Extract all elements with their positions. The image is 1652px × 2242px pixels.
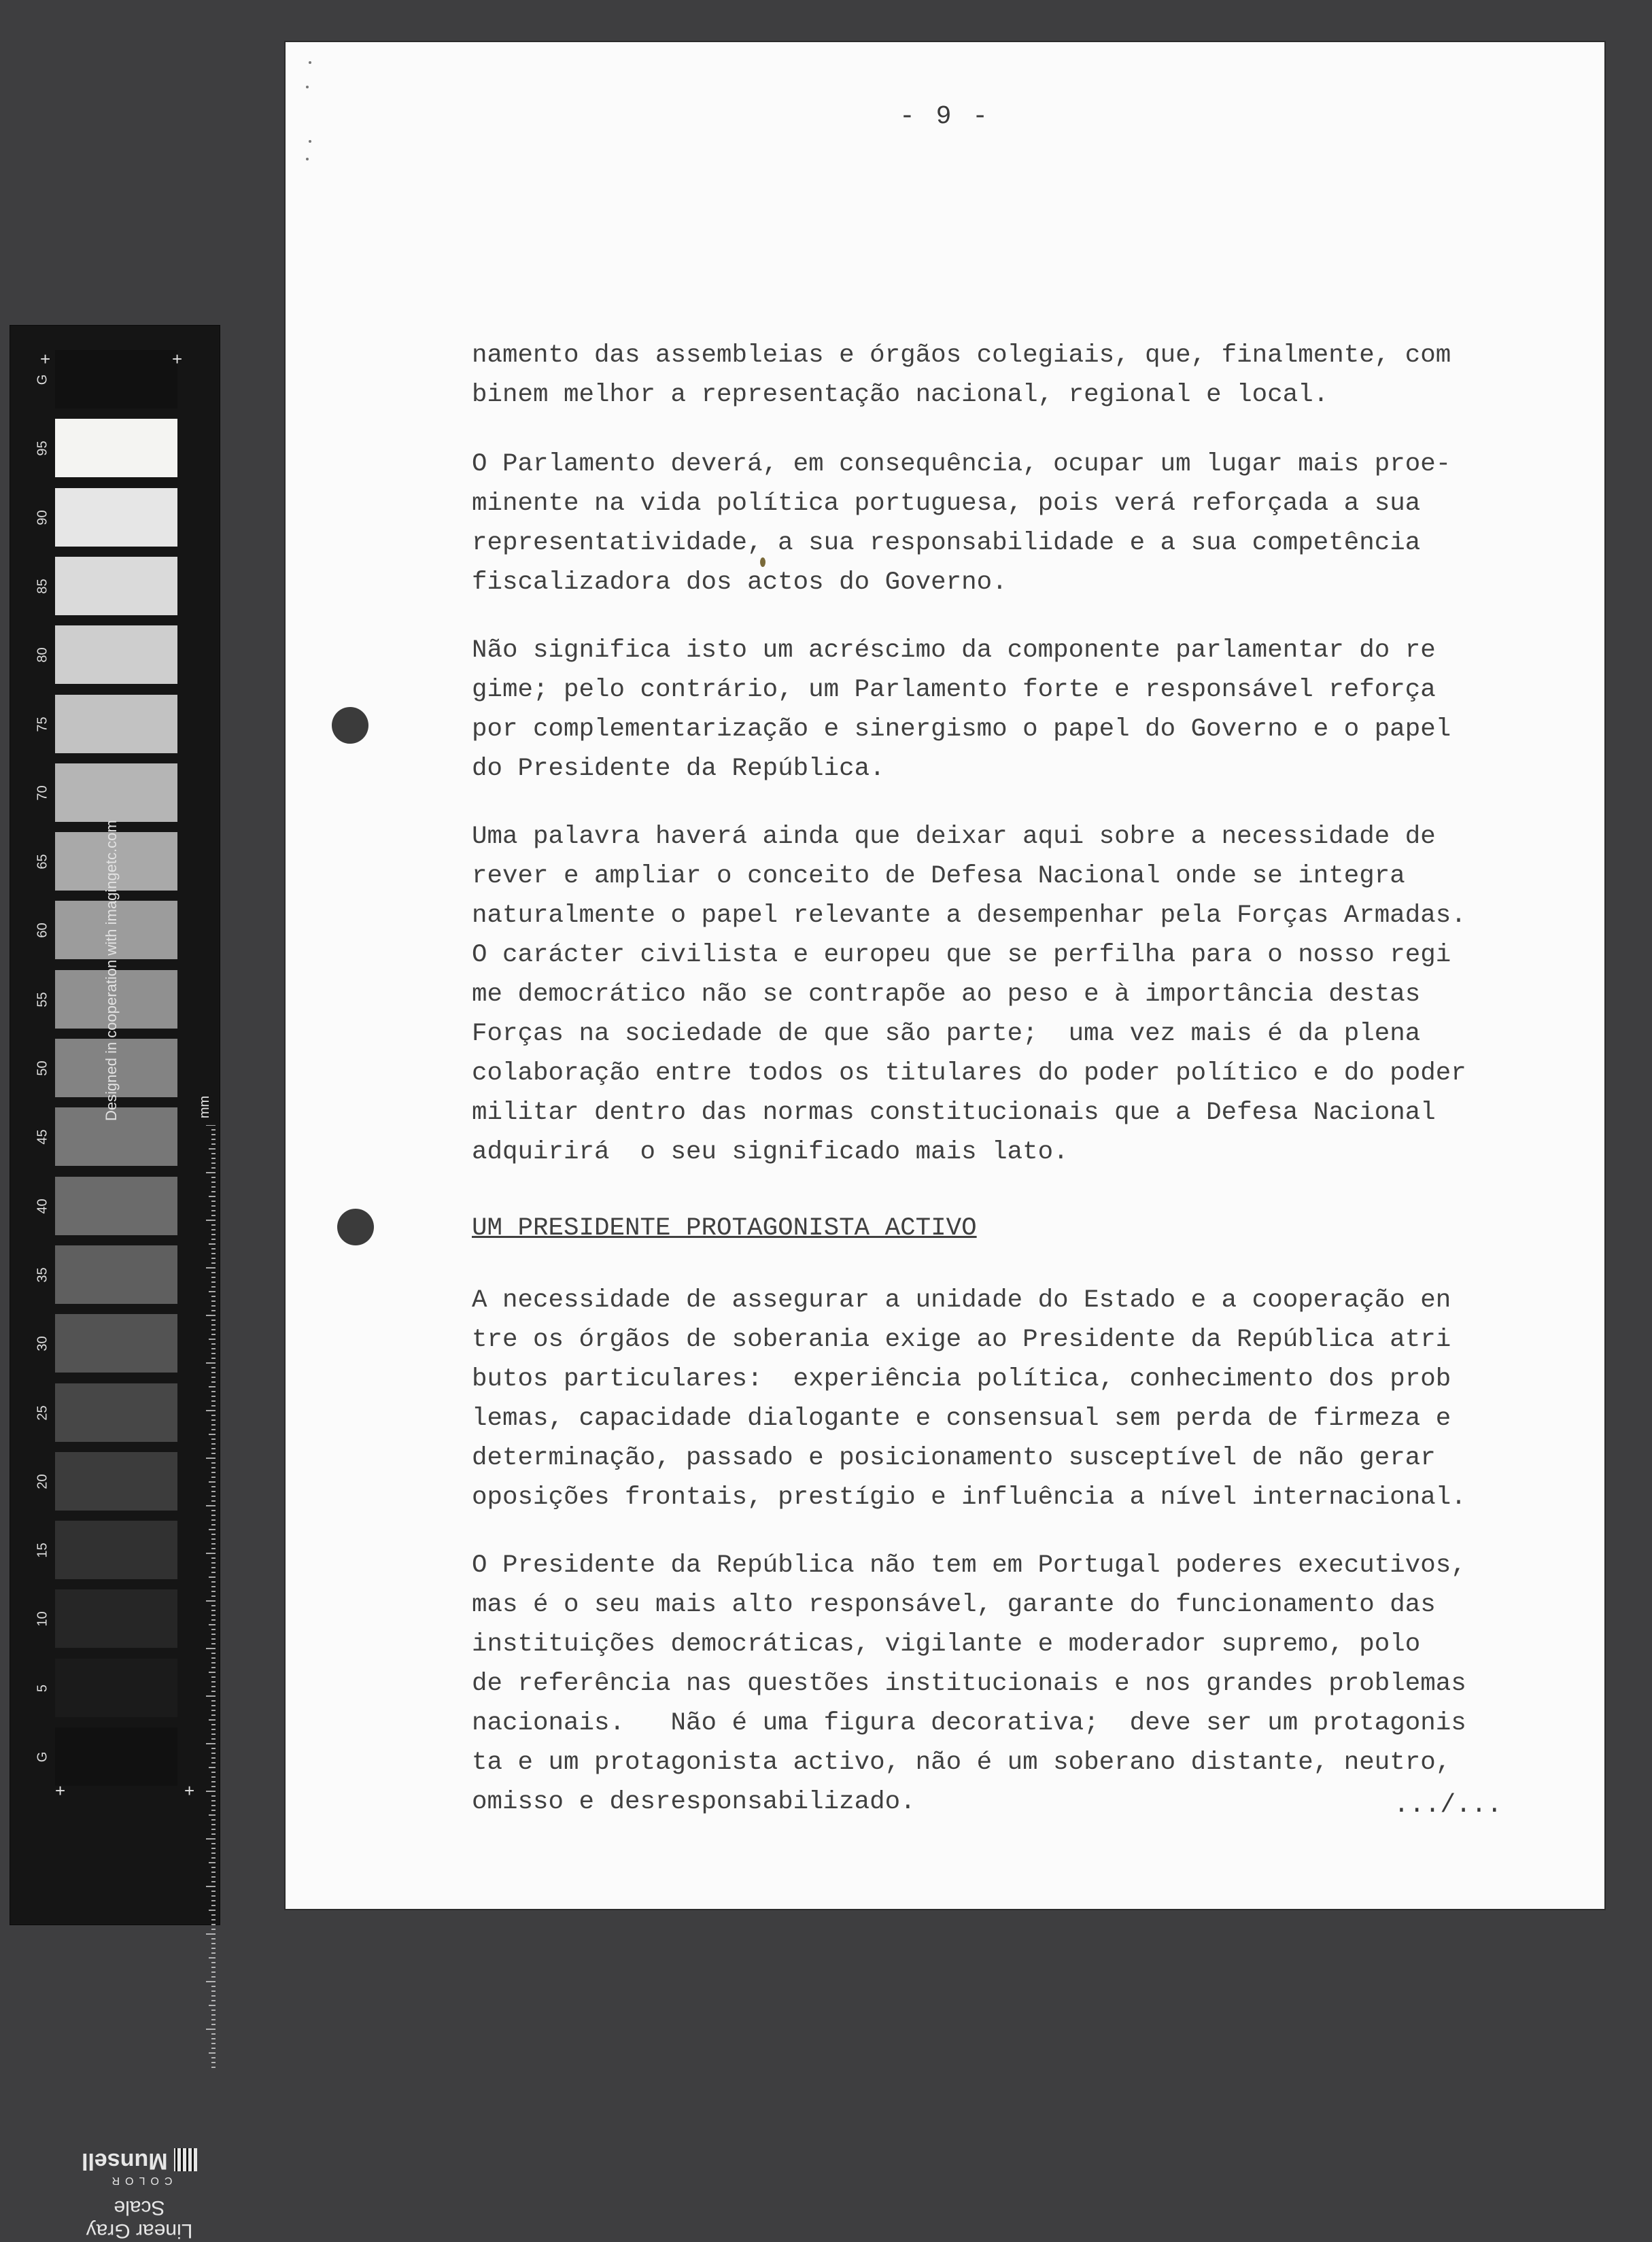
scale-mark: 95 <box>35 441 50 456</box>
text-line: determinação, passado e posicionamento susceptível de não gerar <box>472 1444 1436 1472</box>
gray-patch <box>55 1314 177 1373</box>
paper-mark <box>309 61 311 64</box>
paragraph <box>472 336 1451 415</box>
text-line: me democrático não se contrapõe ao peso e à importância destas <box>472 980 1421 1009</box>
scale-mark: 60 <box>35 922 50 939</box>
unit-label: mm <box>197 1095 213 1119</box>
text-line: minente na vida política portuguesa, pois verá reforçada a sua <box>472 489 1421 518</box>
scale-mark: G <box>35 374 50 385</box>
continuation-mark: .../... <box>1394 1791 1502 1820</box>
text-line: rever e ampliar o conceito de Defesa Nacional onde se integra <box>472 862 1405 891</box>
scale-mark: G <box>35 1751 50 1763</box>
registration-mark: + <box>55 1780 66 1801</box>
gray-patch <box>55 557 177 615</box>
document-page <box>286 42 1604 1909</box>
scale-mark: 85 <box>35 579 50 594</box>
gray-patch <box>55 625 177 684</box>
punch-hole <box>332 707 368 744</box>
brand-sub: COLOR <box>106 2175 173 2186</box>
text-line: Uma palavra haverá ainda que deixar aqui sobre a necessidade de <box>472 823 1436 851</box>
text-line: A necessidade de assegurar a unidade do Estado e a cooperação en <box>472 1286 1451 1315</box>
scale-mark: 20 <box>35 1474 50 1489</box>
registration-mark: + <box>40 349 51 369</box>
scale-mark: 5 <box>35 1684 50 1692</box>
scale-mark: 15 <box>35 1542 50 1558</box>
gray-patch <box>55 1659 177 1717</box>
scale-mark: 25 <box>35 1404 50 1421</box>
munsell-icon <box>174 2148 197 2171</box>
scale-mark: 65 <box>35 854 50 869</box>
scale-mark: 55 <box>35 992 50 1007</box>
text-line: tre os órgãos de soberania exige ao Presidente da República atri <box>472 1326 1451 1354</box>
text-line: mas é o seu mais alto responsável, garante do funcionamento das <box>472 1591 1436 1619</box>
text-line: binem melhor a representação nacional, regional e local. <box>472 381 1329 409</box>
scale-mark: 50 <box>35 1060 50 1076</box>
page-number: - 9 - <box>899 102 991 131</box>
text-line: gime; pelo contrário, um Parlamento forte e responsável reforça <box>472 676 1436 704</box>
punch-hole <box>337 1209 374 1245</box>
paragraph <box>472 1546 1466 1822</box>
scale-mark: 80 <box>35 647 50 663</box>
text-line: naturalmente o papel relevante a desempenhar pela Forças Armadas. <box>472 901 1466 930</box>
text-line: lemas, capacidade dialogante e consensual sem perda de firmeza e <box>472 1404 1451 1433</box>
text-line: adquirirá o seu significado mais lato. <box>472 1138 1069 1167</box>
paper-mark <box>306 86 309 88</box>
text-line: oposições frontais, prestígio e influência a nível internacional. <box>472 1483 1466 1512</box>
text-line: Forças na sociedade de que são parte; uma vez mais é da plena <box>472 1020 1421 1048</box>
scale-mark: 30 <box>35 1336 50 1351</box>
gray-scale-card <box>10 325 220 2242</box>
paragraph <box>472 445 1451 602</box>
text-line: omisso e desresponsabilizado. <box>472 1788 916 1816</box>
text-line: fiscalizadora dos actos do Governo. <box>472 568 1008 597</box>
gray-patch <box>55 1727 177 1786</box>
scale-mark: 70 <box>35 785 50 801</box>
brand-name: Munsell <box>81 2148 168 2174</box>
scale-mark: 45 <box>35 1129 50 1145</box>
scale-mark: 10 <box>35 1611 50 1627</box>
text-line: ta e um protagonista activo, não é um soberano distante, neutro, <box>472 1748 1451 1777</box>
text-line: do Presidente da República. <box>472 755 885 783</box>
text-line: nacionais. Não é uma figura decorativa; deve ser um protagonis <box>472 1709 1466 1738</box>
gray-patch <box>55 1177 177 1235</box>
section-heading: UM PRESIDENTE PROTAGONISTA ACTIVO <box>472 1214 977 1243</box>
scale-footer <box>65 2148 214 2242</box>
text-line: Não significa isto um acréscimo da componente parlamentar do re <box>472 636 1436 665</box>
brand-logo <box>65 2148 214 2174</box>
paragraph <box>472 631 1451 789</box>
gray-patch <box>55 350 177 409</box>
text-line: O Parlamento deverá, em consequência, ocupar um lugar mais proe- <box>472 450 1451 479</box>
gray-patch <box>55 1245 177 1304</box>
text-line: namento das assembleias e órgãos colegiais, que, finalmente, com <box>472 341 1451 370</box>
text-line: representatividade, a sua responsabilidade e a sua competência <box>472 529 1421 557</box>
gray-patch <box>55 1383 177 1442</box>
text-line: por complementarização e sinergismo o papel do Governo e o papel <box>472 715 1451 744</box>
text-line: militar dentro das normas constitucionais que a Defesa Nacional <box>472 1099 1436 1127</box>
credit-text: Designed in cooperation with imagingetc.com <box>103 820 120 1121</box>
paragraph <box>472 1281 1466 1517</box>
text-line: O Presidente da República não tem em Portugal poderes executivos, <box>472 1551 1466 1580</box>
text-line: O carácter civilista e europeu que se perfilha para o nosso regi <box>472 941 1451 969</box>
text-line: colaboração entre todos os titulares do poder político e do poder <box>472 1059 1466 1088</box>
text-line: instituições democráticas, vigilante e moderador supremo, polo <box>472 1630 1421 1659</box>
gray-patch <box>55 419 177 477</box>
text-line: butos particulares: experiência política, conhecimento dos prob <box>472 1365 1451 1394</box>
registration-mark: + <box>172 349 183 369</box>
mm-ruler <box>206 1125 216 2070</box>
paragraph <box>472 817 1466 1172</box>
scale-title: Linear Gray Scale <box>86 2196 193 2242</box>
gray-patch <box>55 1452 177 1511</box>
registration-mark: + <box>184 1780 195 1801</box>
scale-mark: 90 <box>35 509 50 525</box>
scale-mark: 40 <box>35 1198 50 1214</box>
paper-mark <box>309 140 311 143</box>
text-line: de referência nas questões institucionais e nos grandes problemas <box>472 1670 1466 1698</box>
gray-patch <box>55 488 177 547</box>
gray-patch <box>55 1521 177 1579</box>
scale-mark: 35 <box>35 1267 50 1283</box>
scale-mark: 75 <box>35 716 50 732</box>
paper-mark <box>306 158 309 160</box>
gray-patch <box>55 1589 177 1648</box>
